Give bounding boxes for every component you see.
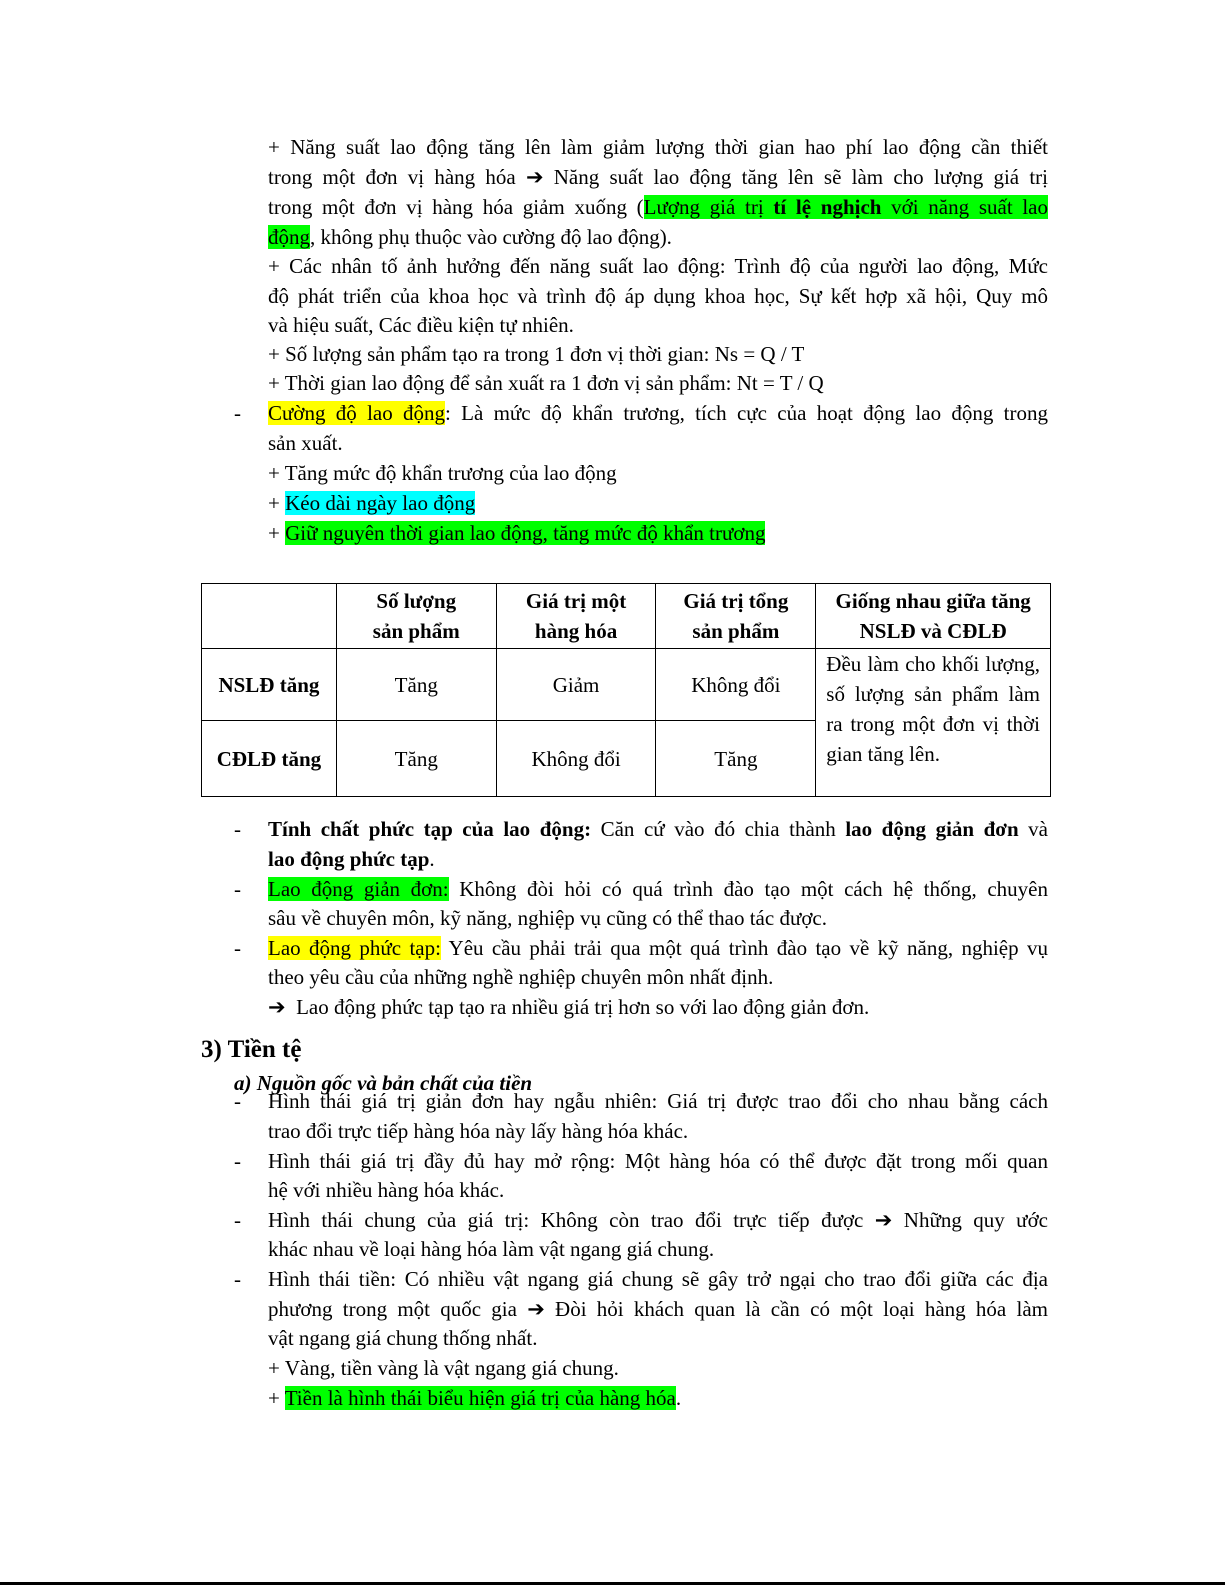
intensity-bullet3 (268, 518, 765, 548)
text-segment: : Là mức độ khẩn trương, tích cực của hoạt động lao động trong (445, 401, 1048, 425)
table-cell: Tăng (656, 721, 816, 797)
table-cell: Giảm (496, 649, 656, 721)
table-cell: Tăng (336, 721, 496, 797)
arrow-right-icon: ➔ (268, 995, 286, 1019)
table-cell: Không đổi (496, 721, 656, 797)
text-segment: + (268, 491, 286, 515)
para-productivity-line2: trong một đơn vị hàng hóa ➔ Năng suất lao động tăng lên sẽ làm cho lượng giá trị (268, 165, 1048, 189)
para-factors-line1: + Các nhân tố ảnh hưởng đến năng suất lao động: Trình độ của người lao động, Mức (268, 254, 1048, 278)
table-row (202, 649, 1051, 721)
bullet-dash: - (234, 936, 241, 960)
text-segment: Lao động phức tạp tạo ra nhiều giá trị hơn so với lao động giản đơn. (296, 995, 870, 1019)
complexity-line1 (268, 814, 1048, 844)
text-segment: . (429, 847, 435, 871)
para-productivity-line1: + Năng suất lao động tăng lên làm giảm lượng thời gian hao phí lao động cần thiết (268, 135, 1048, 159)
text-segment: Căn cứ vào đó chia thành (591, 817, 846, 841)
row-label-cdld: CĐLĐ tăng (202, 721, 337, 797)
highlight-green: Giữ nguyên thời gian lao động, tăng mức độ khẩn trương (285, 521, 766, 545)
complexity-line2 (268, 844, 435, 874)
text-segment: + (268, 1386, 285, 1410)
para-productivity-line4 (268, 222, 672, 252)
bold-term: lao động phức tạp (268, 847, 430, 871)
highlight-green: Tiền là hình thái biểu hiện giá trị của hàng hóa (284, 1386, 676, 1410)
formula-ns: + Số lượng sản phẩm tạo ra trong 1 đơn vị thời gian: Ns = Q / T (268, 342, 805, 366)
table-header-similarity: Giống nhau giữa tăng NSLĐ và CĐLĐ (816, 584, 1051, 649)
form3-line2: khác nhau về loại hàng hóa làm vật ngang giá chung. (268, 1237, 715, 1261)
bullet-dash: - (234, 817, 241, 841)
intensity-line2: sản xuất. (268, 431, 343, 455)
table-header-empty (202, 584, 337, 649)
complex-labor-line2: theo yêu cầu của những nghề nghiệp chuyên môn nhất định. (268, 965, 774, 989)
text-segment: trong một đơn vị hàng hóa giảm xuống ( (268, 195, 644, 219)
intensity-bullet2 (268, 488, 475, 518)
bold-term: tí lệ nghịch (773, 195, 882, 219)
table-header-quantity: Số lượng sản phẩm (336, 584, 496, 649)
bullet-dash: - (234, 1089, 241, 1113)
text-segment: Không đòi hỏi có quá trình đào tạo một cách hệ thống, chuyên (448, 877, 1048, 901)
table-header-unit-value: Giá trị một hàng hóa (496, 584, 656, 649)
form4-bullet1: + Vàng, tiền vàng là vật ngang giá chung. (268, 1356, 619, 1380)
text-segment: với năng suất lao (881, 195, 1049, 219)
highlight-yellow: Lao động phức tạp: (268, 936, 441, 960)
table-header-total-value: Giá trị tổng sản phẩm (656, 584, 816, 649)
text-segment: + (268, 521, 286, 545)
text-segment: Yêu cầu phải trải qua một quá trình đào tạo về kỹ năng, nghiệp vụ (440, 936, 1048, 960)
comparison-table (201, 583, 1051, 797)
formula-nt: + Thời gian lao động để sản xuất ra 1 đơn vị sản phẩm: Nt = T / Q (268, 371, 824, 395)
form4-line2: phương trong một quốc gia ➔ Đòi hỏi khách quan là cần có một loại hàng hóa làm (268, 1297, 1048, 1321)
form2-line2: hệ với nhiều hàng hóa khác. (268, 1178, 505, 1202)
form2-line1: Hình thái giá trị đầy đủ hay mở rộng: Một hàng hóa có thể được đặt trong mối quan (268, 1149, 1048, 1173)
complex-labor-line1 (268, 933, 1048, 963)
simple-labor-line1 (268, 874, 1048, 904)
highlight-green (644, 195, 1048, 219)
intensity-line1 (268, 398, 1048, 428)
table-cell: Không đổi (656, 649, 816, 721)
highlight-green: Lao động giản đơn: (268, 877, 449, 901)
highlight-cyan: Kéo dài ngày lao động (285, 491, 476, 515)
row-label-nsld: NSLĐ tăng (202, 649, 337, 721)
highlight-yellow: Cường độ lao động (268, 401, 446, 425)
complex-labor-conclusion (268, 992, 869, 1022)
text-segment: . (675, 1386, 682, 1410)
table-cell: Tăng (336, 649, 496, 721)
form1-line1: Hình thái giá trị giản đơn hay ngẫu nhiên: Giá trị được trao đổi cho nhau bằng cách (268, 1089, 1048, 1113)
form1-line2: trao đổi trực tiếp hàng hóa này lấy hàng hóa khác. (268, 1119, 689, 1143)
simple-labor-line2: sâu về chuyên môn, kỹ năng, nghiệp vụ cũng có thể thao tác được. (268, 906, 828, 930)
bullet-dash: - (234, 1149, 241, 1173)
table-header-row (202, 584, 1051, 649)
form4-line3: vật ngang giá chung thống nhất. (268, 1326, 538, 1350)
text-segment: , không phụ thuộc vào cường độ lao động). (310, 225, 672, 249)
text-segment: và (1018, 817, 1048, 841)
intensity-bullet1: + Tăng mức độ khẩn trương của lao động (268, 461, 617, 485)
bold-term: lao động giản đơn (845, 817, 1019, 841)
para-factors-line3: và hiệu suất, Các điều kiện tự nhiên. (268, 313, 574, 337)
bullet-dash: - (234, 877, 241, 901)
form4-line1: Hình thái tiền: Có nhiều vật ngang giá chung sẽ gây trở ngại cho trao đổi giữa các địa (268, 1267, 1048, 1291)
bold-term: Tính chất phức tạp của lao động: (268, 817, 592, 841)
bullet-dash: - (234, 401, 241, 425)
form4-bullet2 (268, 1383, 681, 1413)
bullet-dash: - (234, 1267, 241, 1291)
section-heading: 3) Tiền tệ (201, 1036, 302, 1063)
highlight-green: động (268, 225, 310, 249)
form3-line1: Hình thái chung của giá trị: Không còn trao đổi trực tiếp được ➔ Những quy ước (268, 1208, 1048, 1232)
para-factors-line2: độ phát triển của khoa học và trình độ áp dụng khoa học, Sự kết hợp xã hội, Quy mô (268, 284, 1048, 308)
subsection-heading: a) Nguồn gốc và bản chất của tiền (234, 1071, 533, 1095)
bullet-dash: - (234, 1208, 241, 1232)
para-productivity-line3 (268, 192, 1048, 222)
text-segment: Lượng giá trị (643, 195, 774, 219)
similarity-cell: Đều làm cho khối lượng, số lượng sản phẩm làm ra trong một đơn vị thời gian tăng lên. (816, 649, 1051, 797)
